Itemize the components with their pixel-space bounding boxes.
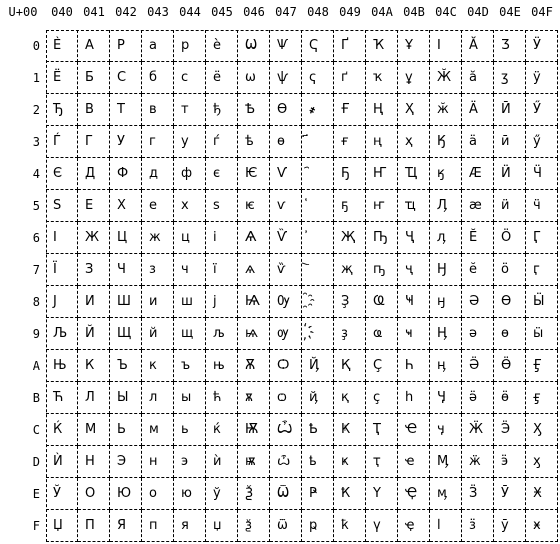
glyph-cell: І — [46, 222, 78, 254]
glyph-cell: ї — [206, 254, 238, 286]
glyph-cell: Ц — [110, 222, 142, 254]
glyph-cell: ҡ — [366, 62, 398, 94]
glyph-cell: А — [78, 30, 110, 62]
glyph-cell: Њ — [46, 350, 78, 382]
glyph-cell: Ӌ — [430, 382, 462, 414]
glyph-cell: ҂ — [302, 94, 334, 126]
glyph-cell — [302, 254, 334, 286]
glyph-cell: ү — [366, 510, 398, 542]
column-header: 04A — [371, 5, 393, 19]
glyph-cell: Ҥ — [366, 158, 398, 190]
glyph-cell: Ѩ — [238, 286, 270, 318]
glyph-cell: Л — [78, 382, 110, 414]
glyph-cell: Щ — [110, 318, 142, 350]
glyph-cell: Ч — [110, 254, 142, 286]
glyph-cell: Н — [78, 446, 110, 478]
glyph-cell: ц — [174, 222, 206, 254]
glyph-cell: Ѯ — [238, 478, 270, 510]
glyph-cell: ҳ — [398, 126, 430, 158]
glyph-cell: ӯ — [494, 510, 526, 542]
glyph-cell: Ә — [462, 286, 494, 318]
glyph-cell: ӻ — [526, 382, 558, 414]
glyph-cell: һ — [398, 382, 430, 414]
row-header: 6 — [32, 231, 40, 245]
glyph-cell: Я — [110, 510, 142, 542]
glyph-cell: д — [142, 158, 174, 190]
glyph-cell: ҍ — [302, 446, 334, 478]
glyph-cell: њ — [206, 350, 238, 382]
glyph-cell: ѵ — [270, 190, 302, 222]
glyph-cell: ѐ — [206, 30, 238, 62]
row-header: 1 — [32, 71, 40, 85]
glyph-cell: Ҁ — [302, 30, 334, 62]
glyph-cell: Җ — [334, 222, 366, 254]
glyph-cell: О — [78, 478, 110, 510]
glyph-cell: Ӥ — [494, 158, 526, 190]
glyph-cell: Ӹ — [526, 286, 558, 318]
glyph-cell: Ы — [110, 382, 142, 414]
glyph-cell: ҕ — [334, 190, 366, 222]
glyph-cell: Ѝ — [46, 446, 78, 478]
glyph-cell: Ҧ — [366, 222, 398, 254]
glyph-cell: Ӿ — [526, 478, 558, 510]
row-header: 8 — [32, 295, 40, 309]
glyph-cell: ҵ — [398, 190, 430, 222]
glyph-cell: Ӎ — [430, 446, 462, 478]
glyph-cell: Ф — [110, 158, 142, 190]
glyph-cell: ҹ — [398, 318, 430, 350]
glyph-cell: ѽ — [270, 446, 302, 478]
glyph-cell: ӫ — [494, 382, 526, 414]
glyph-cell: Ӝ — [462, 414, 494, 446]
glyph-cell: ӡ — [494, 62, 526, 94]
glyph-cell: ҝ — [334, 446, 366, 478]
glyph-cell: м — [142, 414, 174, 446]
glyph-cell: х — [174, 190, 206, 222]
glyph-cell: ѹ — [270, 318, 302, 350]
glyph-cell: ҫ — [366, 382, 398, 414]
glyph-cell: Ѫ — [238, 350, 270, 382]
glyph-cell: М — [78, 414, 110, 446]
glyph-cell: у — [174, 126, 206, 158]
glyph-cell: Ҵ — [398, 158, 430, 190]
glyph-cell: Ң — [366, 94, 398, 126]
glyph-cell: Ѡ — [238, 30, 270, 62]
glyph-cell: Ѧ — [238, 222, 270, 254]
glyph-cell — [302, 126, 334, 158]
glyph-cell: ӭ — [494, 446, 526, 478]
row-header: A — [32, 359, 40, 373]
column-header: 04F — [531, 5, 553, 19]
glyph-cell: ҈ — [302, 286, 334, 318]
row-header: E — [32, 487, 40, 501]
column-header: 046 — [243, 5, 265, 19]
glyph-cell: ӊ — [430, 350, 462, 382]
glyph-cell: Ӳ — [526, 94, 558, 126]
glyph-cell: ғ — [334, 126, 366, 158]
glyph-cell: Ѱ — [270, 30, 302, 62]
glyph-cell: ҧ — [366, 254, 398, 286]
glyph-cell: Ь — [110, 414, 142, 446]
glyph-cell: ҙ — [334, 318, 366, 350]
glyph-cell: Ӗ — [462, 222, 494, 254]
glyph-cell: ҩ — [366, 318, 398, 350]
glyph-cell: с — [174, 62, 206, 94]
glyph-cell: ѣ — [238, 126, 270, 158]
glyph-cell: Ќ — [46, 414, 78, 446]
glyph-cell: к — [142, 350, 174, 382]
column-header: 042 — [115, 5, 137, 19]
glyph-cell: п — [142, 510, 174, 542]
glyph-cell: Ӈ — [430, 254, 462, 286]
glyph-cell: ш — [174, 286, 206, 318]
column-header: 044 — [179, 5, 201, 19]
glyph-cell: Ҡ — [366, 30, 398, 62]
glyph-cell: ӿ — [526, 510, 558, 542]
glyph-cell — [302, 190, 334, 222]
glyph-cell: ѡ — [238, 62, 270, 94]
glyph-cell: ӈ — [430, 286, 462, 318]
glyph-cell: б — [142, 62, 174, 94]
glyph-cell: т — [174, 94, 206, 126]
column-header: 04C — [435, 5, 457, 19]
row-header: 9 — [32, 327, 40, 341]
row-header: 2 — [32, 103, 40, 117]
glyph-cell: ӱ — [526, 62, 558, 94]
glyph-cell: ҟ — [334, 510, 366, 542]
glyph-cell: ѳ — [270, 126, 302, 158]
glyph-cell: Э — [110, 446, 142, 478]
row-header: D — [32, 455, 40, 469]
glyph-cell: ӵ — [526, 190, 558, 222]
glyph-cell: җ — [334, 254, 366, 286]
glyph-cell: Є — [46, 158, 78, 190]
glyph-cell: ұ — [398, 62, 430, 94]
glyph-cell: Ӻ — [526, 350, 558, 382]
glyph-cell: Ӱ — [526, 30, 558, 62]
glyph-cell: Ё — [46, 62, 78, 94]
glyph-cell: Ӟ — [462, 478, 494, 510]
glyph-cell: ж — [142, 222, 174, 254]
glyph-cell: ҿ — [398, 510, 430, 542]
glyph-cell: о — [142, 478, 174, 510]
row-header: 4 — [32, 167, 40, 181]
glyph-cell: ѿ — [270, 510, 302, 542]
glyph-cell: Ҫ — [366, 350, 398, 382]
glyph-cell: Ъ — [110, 350, 142, 382]
glyph-cell: ѯ — [238, 510, 270, 542]
glyph-cell: ѝ — [206, 446, 238, 478]
row-header: 5 — [32, 199, 40, 213]
glyph-cell: Ү — [366, 478, 398, 510]
glyph-cell: ћ — [206, 382, 238, 414]
glyph-cell: ӆ — [430, 222, 462, 254]
glyph-cell: я — [174, 510, 206, 542]
glyph-cell: ќ — [206, 414, 238, 446]
glyph-cell: ь — [174, 414, 206, 446]
row-header: F — [32, 519, 40, 533]
glyph-cell: Ѐ — [46, 30, 78, 62]
glyph-cell: ѭ — [238, 446, 270, 478]
glyph-cell: ӓ — [462, 126, 494, 158]
glyph-cell: Т — [110, 94, 142, 126]
glyph-cell: Ј — [46, 286, 78, 318]
glyph-cell: ӽ — [526, 446, 558, 478]
glyph-cell: Ҩ — [366, 286, 398, 318]
glyph-cell: Ш — [110, 286, 142, 318]
glyph-cell: е — [142, 190, 174, 222]
glyph-cell: Ҳ — [398, 94, 430, 126]
glyph-cell: ӣ — [494, 126, 526, 158]
glyph-cell: Ў — [46, 478, 78, 510]
column-header: 04B — [403, 5, 425, 19]
glyph-cell: ҽ — [398, 446, 430, 478]
glyph-cell: Ҙ — [334, 286, 366, 318]
column-header: 045 — [211, 5, 233, 19]
glyph-cell: Ҹ — [398, 286, 430, 318]
row-header: B — [32, 391, 40, 405]
glyph-cell: Ӣ — [494, 94, 526, 126]
glyph-cell: Ї — [46, 254, 78, 286]
glyph-cell: Ѷ — [270, 222, 302, 254]
glyph-cell: з — [142, 254, 174, 286]
glyph-cell: Ѹ — [270, 286, 302, 318]
column-header: 04E — [499, 5, 521, 19]
glyph-cell: ҥ — [366, 190, 398, 222]
glyph-cell: И — [78, 286, 110, 318]
row-header: C — [32, 423, 40, 437]
glyph-cell: џ — [206, 510, 238, 542]
glyph-cell: ҏ — [302, 510, 334, 542]
glyph-cell: ѓ — [206, 126, 238, 158]
glyph-cell: ы — [174, 382, 206, 414]
glyph-cell: ӳ — [526, 126, 558, 158]
glyph-cell: ѕ — [206, 190, 238, 222]
glyph-cell: ө — [494, 318, 526, 350]
glyph-cell — [302, 222, 334, 254]
glyph-cell: Ӄ — [430, 126, 462, 158]
glyph-cell: є — [206, 158, 238, 190]
glyph-cell: ђ — [206, 94, 238, 126]
glyph-cell: ӎ — [430, 478, 462, 510]
glyph-cell: Ѭ — [238, 414, 270, 446]
glyph-cell: ӷ — [526, 254, 558, 286]
glyph-cell: Ҕ — [334, 158, 366, 190]
glyph-cell: Ӆ — [430, 190, 462, 222]
glyph-cell: љ — [206, 318, 238, 350]
glyph-cell: Ѵ — [270, 158, 302, 190]
glyph-cell: Ѽ — [270, 414, 302, 446]
glyph-cell: г — [142, 126, 174, 158]
glyph-cell: ч — [174, 254, 206, 286]
glyph-cell: Ӽ — [526, 414, 558, 446]
glyph-cell: ә — [462, 318, 494, 350]
glyph-cell: л — [142, 382, 174, 414]
glyph-cell: ў — [206, 478, 238, 510]
glyph-cell: Ӭ — [494, 414, 526, 446]
glyph-cell: К — [78, 350, 110, 382]
glyph-cell: Ӊ — [430, 318, 462, 350]
glyph-cell: ҷ — [398, 254, 430, 286]
column-header: 040 — [51, 5, 73, 19]
glyph-cell: Ҍ — [302, 414, 334, 446]
glyph-cell: ҉ — [302, 318, 334, 350]
glyph-cell: Ӯ — [494, 478, 526, 510]
glyph-cell: Ҷ — [398, 222, 430, 254]
glyph-cell: З — [78, 254, 110, 286]
row-header: 7 — [32, 263, 40, 277]
glyph-cell: Ѣ — [238, 94, 270, 126]
glyph-cell: й — [142, 318, 174, 350]
glyph-cell: н — [142, 446, 174, 478]
glyph-cell: ӗ — [462, 254, 494, 286]
glyph-cell: Ҽ — [398, 414, 430, 446]
glyph-cell: ӥ — [494, 190, 526, 222]
glyph-cell: Ҭ — [366, 414, 398, 446]
glyph-cell: Ӏ — [430, 30, 462, 62]
glyph-cell: ӹ — [526, 318, 558, 350]
glyph-cell: Џ — [46, 510, 78, 542]
glyph-cell: ӌ — [430, 414, 462, 446]
glyph-cell: Р — [110, 30, 142, 62]
glyph-cell: ҭ — [366, 446, 398, 478]
glyph-cell: ѧ — [238, 254, 270, 286]
glyph-cell: Ӕ — [462, 158, 494, 190]
glyph-cell: ѱ — [270, 62, 302, 94]
glyph-cell: Ҝ — [334, 414, 366, 446]
glyph-cell: ъ — [174, 350, 206, 382]
glyph-cell: Ғ — [334, 94, 366, 126]
glyph-cell — [302, 158, 334, 190]
glyph-cell: ҋ — [302, 382, 334, 414]
glyph-cell: Ћ — [46, 382, 78, 414]
glyph-cell: ґ — [334, 62, 366, 94]
glyph-cell: С — [110, 62, 142, 94]
glyph-cell: ӛ — [462, 382, 494, 414]
glyph-cell: ю — [174, 478, 206, 510]
glyph-cell: в — [142, 94, 174, 126]
glyph-cell: и — [142, 286, 174, 318]
glyph-cell: Ю — [110, 478, 142, 510]
column-header: 043 — [147, 5, 169, 19]
glyph-cell: ѩ — [238, 318, 270, 350]
glyph-cell: і — [206, 222, 238, 254]
glyph-cell: ӕ — [462, 190, 494, 222]
glyph-cell: Е — [78, 190, 110, 222]
glyph-cell: Ӧ — [494, 222, 526, 254]
glyph-cell: Ө — [494, 286, 526, 318]
glyph-cell: ң — [366, 126, 398, 158]
glyph-cell: Ұ — [398, 30, 430, 62]
glyph-cell: ӂ — [430, 94, 462, 126]
glyph-cell: Қ — [334, 350, 366, 382]
glyph-cell: В — [78, 94, 110, 126]
glyph-cell: ѷ — [270, 254, 302, 286]
glyph-cell: щ — [174, 318, 206, 350]
glyph-cell: Ђ — [46, 94, 78, 126]
glyph-cell: Г — [78, 126, 110, 158]
glyph-cell: р — [174, 30, 206, 62]
glyph-cell: Ҏ — [302, 478, 334, 510]
glyph-cell: Ӡ — [494, 30, 526, 62]
glyph-cell: Ӂ — [430, 62, 462, 94]
glyph-cell: ӄ — [430, 158, 462, 190]
glyph-cell: Б — [78, 62, 110, 94]
glyph-cell: Ҋ — [302, 350, 334, 382]
column-header: 04D — [467, 5, 489, 19]
glyph-cell: ӑ — [462, 62, 494, 94]
glyph-cell: У — [110, 126, 142, 158]
glyph-cell: Һ — [398, 350, 430, 382]
code-block-label: U+00 — [8, 5, 38, 19]
glyph-cell: П — [78, 510, 110, 542]
column-header: 047 — [275, 5, 297, 19]
glyph-cell: ѥ — [238, 190, 270, 222]
glyph-cell: ё — [206, 62, 238, 94]
glyph-cell: Ӑ — [462, 30, 494, 62]
glyph-cell: Љ — [46, 318, 78, 350]
glyph-cell: Ҟ — [334, 478, 366, 510]
glyph-cell: Ѳ — [270, 94, 302, 126]
glyph-cell: Ӷ — [526, 222, 558, 254]
column-header: 041 — [83, 5, 105, 19]
glyph-cell: ӏ — [430, 510, 462, 542]
glyph-cell: Ѓ — [46, 126, 78, 158]
glyph-cell: Ж — [78, 222, 110, 254]
glyph-cell: Ѥ — [238, 158, 270, 190]
glyph-cell: Ӓ — [462, 94, 494, 126]
glyph-cell: Ӵ — [526, 158, 558, 190]
glyph-cell: ӟ — [462, 510, 494, 542]
glyph-cell: Д — [78, 158, 110, 190]
glyph-cell: Х — [110, 190, 142, 222]
column-header: 049 — [339, 5, 361, 19]
glyph-cell: ӝ — [462, 446, 494, 478]
glyph-cell: Ґ — [334, 30, 366, 62]
glyph-grid — [46, 30, 558, 542]
glyph-cell: Ѻ — [270, 350, 302, 382]
row-header: 0 — [32, 39, 40, 53]
glyph-cell: ӧ — [494, 254, 526, 286]
glyph-cell: Ҿ — [398, 478, 430, 510]
glyph-cell: Ѿ — [270, 478, 302, 510]
glyph-cell: ф — [174, 158, 206, 190]
glyph-cell: ѻ — [270, 382, 302, 414]
row-header: 3 — [32, 135, 40, 149]
glyph-cell: қ — [334, 382, 366, 414]
glyph-cell: а — [142, 30, 174, 62]
glyph-cell: Ѕ — [46, 190, 78, 222]
glyph-cell: Ӫ — [494, 350, 526, 382]
glyph-cell: Ӛ — [462, 350, 494, 382]
glyph-cell: ҁ — [302, 62, 334, 94]
glyph-cell: Й — [78, 318, 110, 350]
glyph-cell: э — [174, 446, 206, 478]
glyph-cell: ј — [206, 286, 238, 318]
column-header: 048 — [307, 5, 329, 19]
glyph-cell: ѫ — [238, 382, 270, 414]
